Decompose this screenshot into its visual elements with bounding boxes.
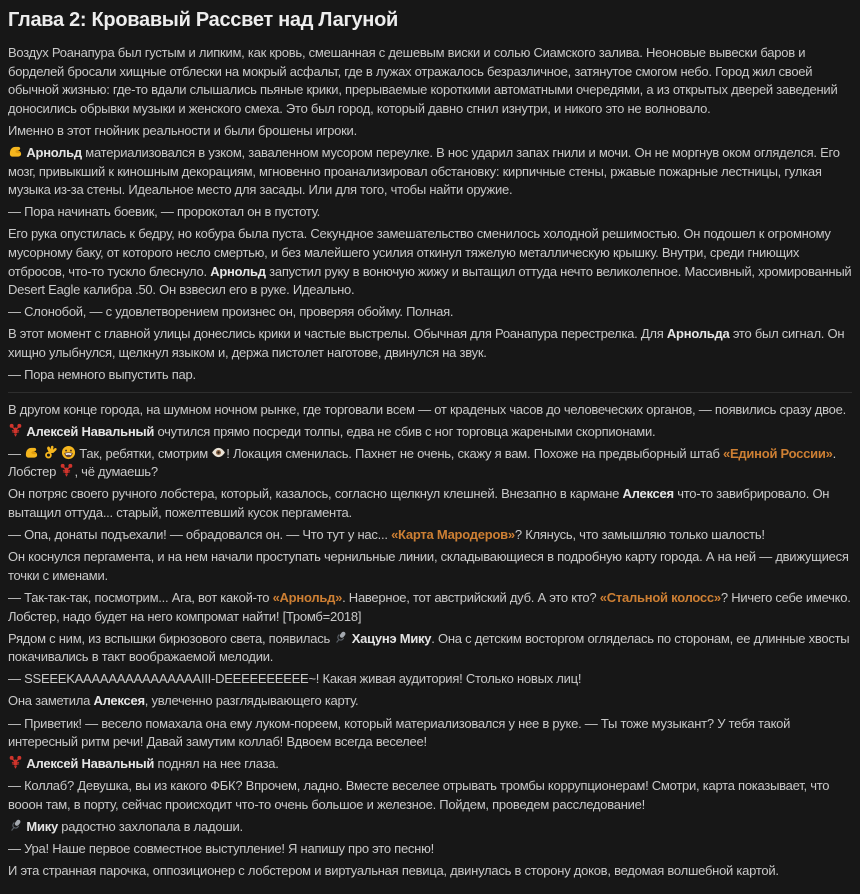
character-name: Алексей Навальный bbox=[26, 756, 155, 772]
text-segment: материализовался в узком, заваленном мусором переулке. В нос ударил запах гнили и мочи. Он не моргнув оком огляделся. Его мозг, привыкший к киношным декорациям, мгновенно проанализировал обстановку: кирпичные стены, ржавые пожарные лестницы, гулкая музыка из-за стены. Идеальное место для засады. Или для того, чтобы найти оружие. bbox=[8, 144, 840, 198]
paragraph bbox=[8, 589, 852, 626]
muscle-emoji bbox=[8, 144, 23, 159]
text-segment: — Опа, донаты подъехали! — обрадовался он. — Что тут у нас... bbox=[8, 527, 392, 543]
inline-link[interactable]: «Единой России» bbox=[723, 445, 833, 461]
paragraph bbox=[8, 485, 852, 522]
text-segment: , увлеченно разглядывающего карту. bbox=[144, 693, 359, 709]
paragraph bbox=[8, 366, 852, 385]
text-segment: — Слонобой, — с удовлетворением произнес он, проверяя обойму. Полная. bbox=[8, 304, 454, 320]
paragraph bbox=[8, 670, 852, 689]
character-name: Арнольд bbox=[26, 144, 82, 160]
text-segment: ? Клянусь, что замышляю только шалость! bbox=[514, 527, 765, 543]
paragraph bbox=[8, 423, 852, 442]
lobster-emoji bbox=[59, 463, 74, 478]
paragraph bbox=[8, 862, 852, 881]
inline-link[interactable]: «Стальной колосс» bbox=[599, 589, 721, 605]
ok-hand-emoji bbox=[43, 445, 58, 460]
character-name: Арнольда bbox=[666, 326, 730, 342]
character-name: Алексей Навальный bbox=[26, 423, 155, 439]
grinning-face-emoji bbox=[61, 445, 76, 460]
paragraph bbox=[8, 445, 852, 482]
text-segment: Именно в этот гнойник реальности и были брошены игроки. bbox=[8, 122, 357, 138]
text-segment: запустил руку в вонючую жижу и вытащил оттуда нечто великолепное. Массивный, хромированный Desert Eagle калибра .50. Он взвесил его в руке. Идеально. bbox=[8, 263, 852, 298]
muscle-emoji bbox=[24, 445, 39, 460]
microphone-emoji bbox=[8, 818, 23, 833]
character-name: Арнольд bbox=[210, 263, 266, 279]
text-segment: что-то завибрировало. Он вытащил оттуда... старый, пожелтевший кусок пергамента. bbox=[8, 486, 830, 521]
paragraph bbox=[8, 526, 852, 545]
eye-emoji bbox=[211, 445, 226, 460]
text-segment: радостно захлопала в ладоши. bbox=[57, 818, 243, 834]
text-segment: . Лобстер bbox=[8, 445, 836, 480]
text-segment: . Она с детским восторгом огляделась по сторонам, ее длинные хвосты покачивались в такт воображаемой мелодии. bbox=[8, 630, 850, 665]
story-content bbox=[8, 44, 852, 881]
text-segment: , чё думаешь? bbox=[74, 464, 158, 480]
lobster-emoji bbox=[8, 755, 23, 770]
text-segment: И эта странная парочка, оппозиционер с лобстером и виртуальная певица, двинулась в сторону доков, ведомая волшебной картой. bbox=[8, 863, 779, 879]
paragraph bbox=[8, 630, 852, 667]
text-segment: — SSEEEKAAAAAAAAAAAAAAAIII-DEEEEEEEEEE~! Какая живая аудитория! Столько новых лиц! bbox=[8, 671, 582, 687]
microphone-emoji bbox=[333, 630, 348, 645]
text-segment: это был сигнал. Он хищно улыбнулся, щелкнул языком и, держа пистолет наготове, двинулся на звук. bbox=[8, 326, 845, 360]
text-segment: — Коллаб? Девушка, вы из какого ФБК? Впрочем, ладно. Вместе веселее отрывать тромбы коррупционерам! Смотри, карта показывает, что вооон там, в порту, сейчас происходит что-то очень большое и железное. Пойдем, проведем расследование! bbox=[8, 778, 830, 812]
text-segment: ? Ничего себе имечко. Лобстер, надо будет на него компромат найти! [Тромб=2018] bbox=[8, 589, 851, 624]
text-segment: . Наверное, тот австрийский дуб. А это кто? bbox=[342, 589, 600, 605]
text-segment: ! Локация сменилась. Пахнет не очень, скажу я вам. Похоже на предвыборный штаб bbox=[226, 445, 724, 461]
text-segment: — Так-так-так, посмотрим... Ага, вот какой-то bbox=[8, 589, 273, 605]
text-segment: очутился прямо посреди толпы, едва не сбив с ног торговца жареными скорпионами. bbox=[154, 423, 656, 439]
paragraph bbox=[8, 122, 852, 141]
character-name: Хацунэ Мику bbox=[351, 630, 432, 646]
paragraph bbox=[8, 303, 852, 322]
text-segment: — Пора немного выпустить пар. bbox=[8, 367, 196, 382]
character-name: Алексея bbox=[622, 486, 674, 502]
paragraph bbox=[8, 715, 852, 752]
section-divider bbox=[8, 392, 852, 393]
paragraph bbox=[8, 44, 852, 118]
lobster-emoji bbox=[8, 423, 23, 438]
paragraph bbox=[8, 325, 852, 362]
text-segment: Он коснулся пергамента, и на нем начали проступать чернильные линии, складывающиеся в подробную карту города. А на ней — движущиеся точки с именами. bbox=[8, 549, 849, 583]
paragraph bbox=[8, 755, 852, 774]
text-segment: В другом конце города, на шумном ночном рынке, где торговали всем — от краденых часов до человеческих органов, — появились сразу двое. bbox=[8, 401, 846, 417]
paragraph bbox=[8, 840, 852, 859]
character-name: Алексея bbox=[93, 693, 145, 709]
paragraph bbox=[8, 144, 852, 200]
paragraph bbox=[8, 203, 852, 222]
paragraph bbox=[8, 225, 852, 299]
text-segment: поднял на нее глаза. bbox=[154, 756, 279, 772]
text-segment: — Приветик! — весело помахала она ему луком-пореем, который материализовался у нее в руке. — Ты тоже музыкант? У тебя такой интересный ритм речи! Давай замутим коллаб! Вдвоем всегда веселее! bbox=[8, 715, 791, 750]
text-segment: Так, ребятки, смотрим bbox=[75, 445, 212, 461]
text-segment: Его рука опустилась к бедру, но кобура была пуста. Секундное замешательство сменилось холодной решимостью. Он подошел к огромному мусорному баку, от которого несло смертью, и без малейшего усилия откинул тяжелую металлическую крышку. Внутри, среди гниющих отбросов, что-то тускло блеснуло. bbox=[8, 226, 831, 279]
text-segment: Рядом с ним, из вспышки бирюзового света, появилась bbox=[8, 630, 334, 646]
paragraph bbox=[8, 401, 852, 420]
text-segment: — bbox=[8, 445, 25, 461]
text-segment: В этот момент с главной улицы донеслись крики и частые выстрелы. Обычная для Роанапура перестрелка. Для bbox=[8, 326, 667, 342]
character-name: Мику bbox=[26, 818, 58, 834]
text-segment: Он потряс своего ручного лобстера, который, казалось, согласно щелкнул клешней. Внезапно в кармане bbox=[8, 486, 623, 502]
story-document bbox=[8, 8, 852, 881]
paragraph bbox=[8, 548, 852, 585]
text-segment: Она заметила bbox=[8, 693, 94, 709]
paragraph bbox=[8, 777, 852, 814]
paragraph bbox=[8, 818, 852, 837]
text-segment: — Ура! Наше первое совместное выступление! Я напишу про это песню! bbox=[8, 841, 434, 857]
text-segment: Воздух Роанапура был густым и липким, как кровь, смешанная с дешевым виски и солью Сиамского залива. Неоновые вывески баров и борделей бросали хищные отблески на мокрый асфальт, где в лужах отражалось безразличное, затянутое смогом небо. Город жил своей обычной жизнью: где-то вдали слышались пьяные крики, прерываемые короткими автоматными очередями, а из открытых дверей заведений доносились обрывки музыки и женского смеха. Это был город, который давно сгнил изнутри, и никого это не волновало. bbox=[8, 45, 838, 116]
inline-link[interactable]: «Арнольд» bbox=[272, 589, 343, 605]
inline-link[interactable]: «Карта Мародеров» bbox=[391, 527, 515, 543]
chapter-title: Глава 2: Кровавый Рассвет над Лагуной bbox=[8, 9, 398, 31]
paragraph bbox=[8, 692, 852, 711]
text-segment: — Пора начинать боевик, — пророкотал он в пустоту. bbox=[8, 204, 321, 220]
